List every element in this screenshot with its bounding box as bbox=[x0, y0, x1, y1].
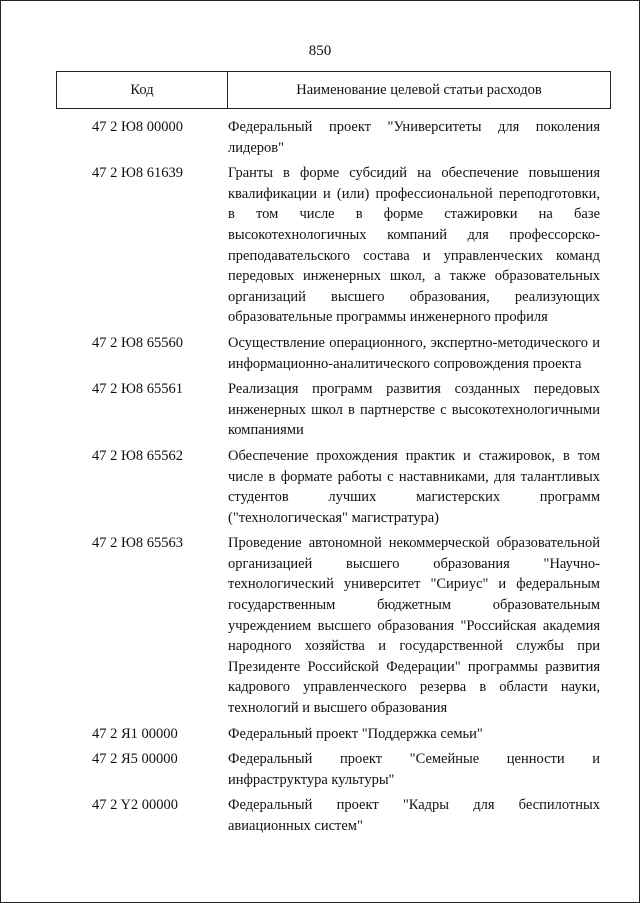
row-code: 47 2 Ю8 65563 bbox=[92, 535, 184, 552]
row-code: 47 2 Я5 00000 bbox=[92, 751, 178, 768]
row-code: 47 2 Я1 00000 bbox=[92, 725, 178, 742]
table-header bbox=[56, 71, 611, 109]
row-code: 47 2 Ю8 65560 bbox=[92, 334, 184, 351]
table-row bbox=[56, 724, 609, 745]
row-code: 47 2 Ю8 65561 bbox=[92, 381, 184, 398]
table-row bbox=[56, 379, 609, 441]
budget-rows bbox=[56, 117, 609, 842]
row-name: Осуществление операционного, экспертно-методического и информационно-аналитического сопровождения проекта bbox=[228, 334, 600, 372]
row-name: Гранты в форме субсидий на обеспечение повышения квалификации и (или) профессиональной переподготовки, в том числе в форме стажировки на базе высокотехнологичных компаний для профессорско-преподавательского состава и управленческих команд передовых инженерных школ, а также образовательных организаций высшего образования, реализующих образовательные программы инженерного профиля bbox=[228, 165, 600, 326]
row-name: Федеральный проект "Кадры для беспилотных авиационных систем" bbox=[228, 797, 600, 834]
page-number: 850 bbox=[308, 43, 332, 59]
row-name: Федеральный проект "Семейные ценности и инфраструктура культуры" bbox=[228, 751, 600, 788]
table-row bbox=[56, 163, 609, 328]
table-row bbox=[56, 117, 609, 158]
row-name: Федеральный проект "Университеты для поколения лидеров" bbox=[228, 119, 600, 156]
header-name: Наименование целевой статьи расходов bbox=[296, 81, 542, 98]
row-code: 47 2 Ю8 00000 bbox=[92, 119, 184, 135]
table-row bbox=[56, 446, 609, 528]
table-row bbox=[56, 333, 609, 374]
row-code: 47 2 Ю8 65562 bbox=[92, 447, 184, 464]
row-name: Реализация программ развития созданных передовых инженерных школ в партнерстве с высокотехнологичными компаниями bbox=[228, 381, 600, 439]
table-row bbox=[56, 749, 609, 790]
row-code: 47 2 Ю8 61639 bbox=[92, 165, 184, 182]
row-name: Федеральный проект "Поддержка семьи" bbox=[228, 725, 483, 742]
header-code: Код bbox=[57, 72, 228, 108]
table-row bbox=[56, 795, 609, 836]
table-row bbox=[56, 533, 609, 718]
row-code: 47 2 Y2 00000 bbox=[92, 797, 179, 814]
row-name: Обеспечение прохождения практик и стажировок, в том числе в формате работы с наставниками, для талантливых студентов лучших магистерских программ ("технологическая" магистратура) bbox=[228, 447, 600, 526]
row-name: Проведение автономной некоммерческой образовательной организацией высшего образования "Научно-технологический университет "Сириус" и федеральным государственным бюджетным образовательным учреждением высшего образования "Российская академия народного хозяйства и государственной службы при Президенте Российской Федерации" программы развития кадрового управленческого резерва в области науки, технологий и высшего образования bbox=[228, 535, 600, 717]
